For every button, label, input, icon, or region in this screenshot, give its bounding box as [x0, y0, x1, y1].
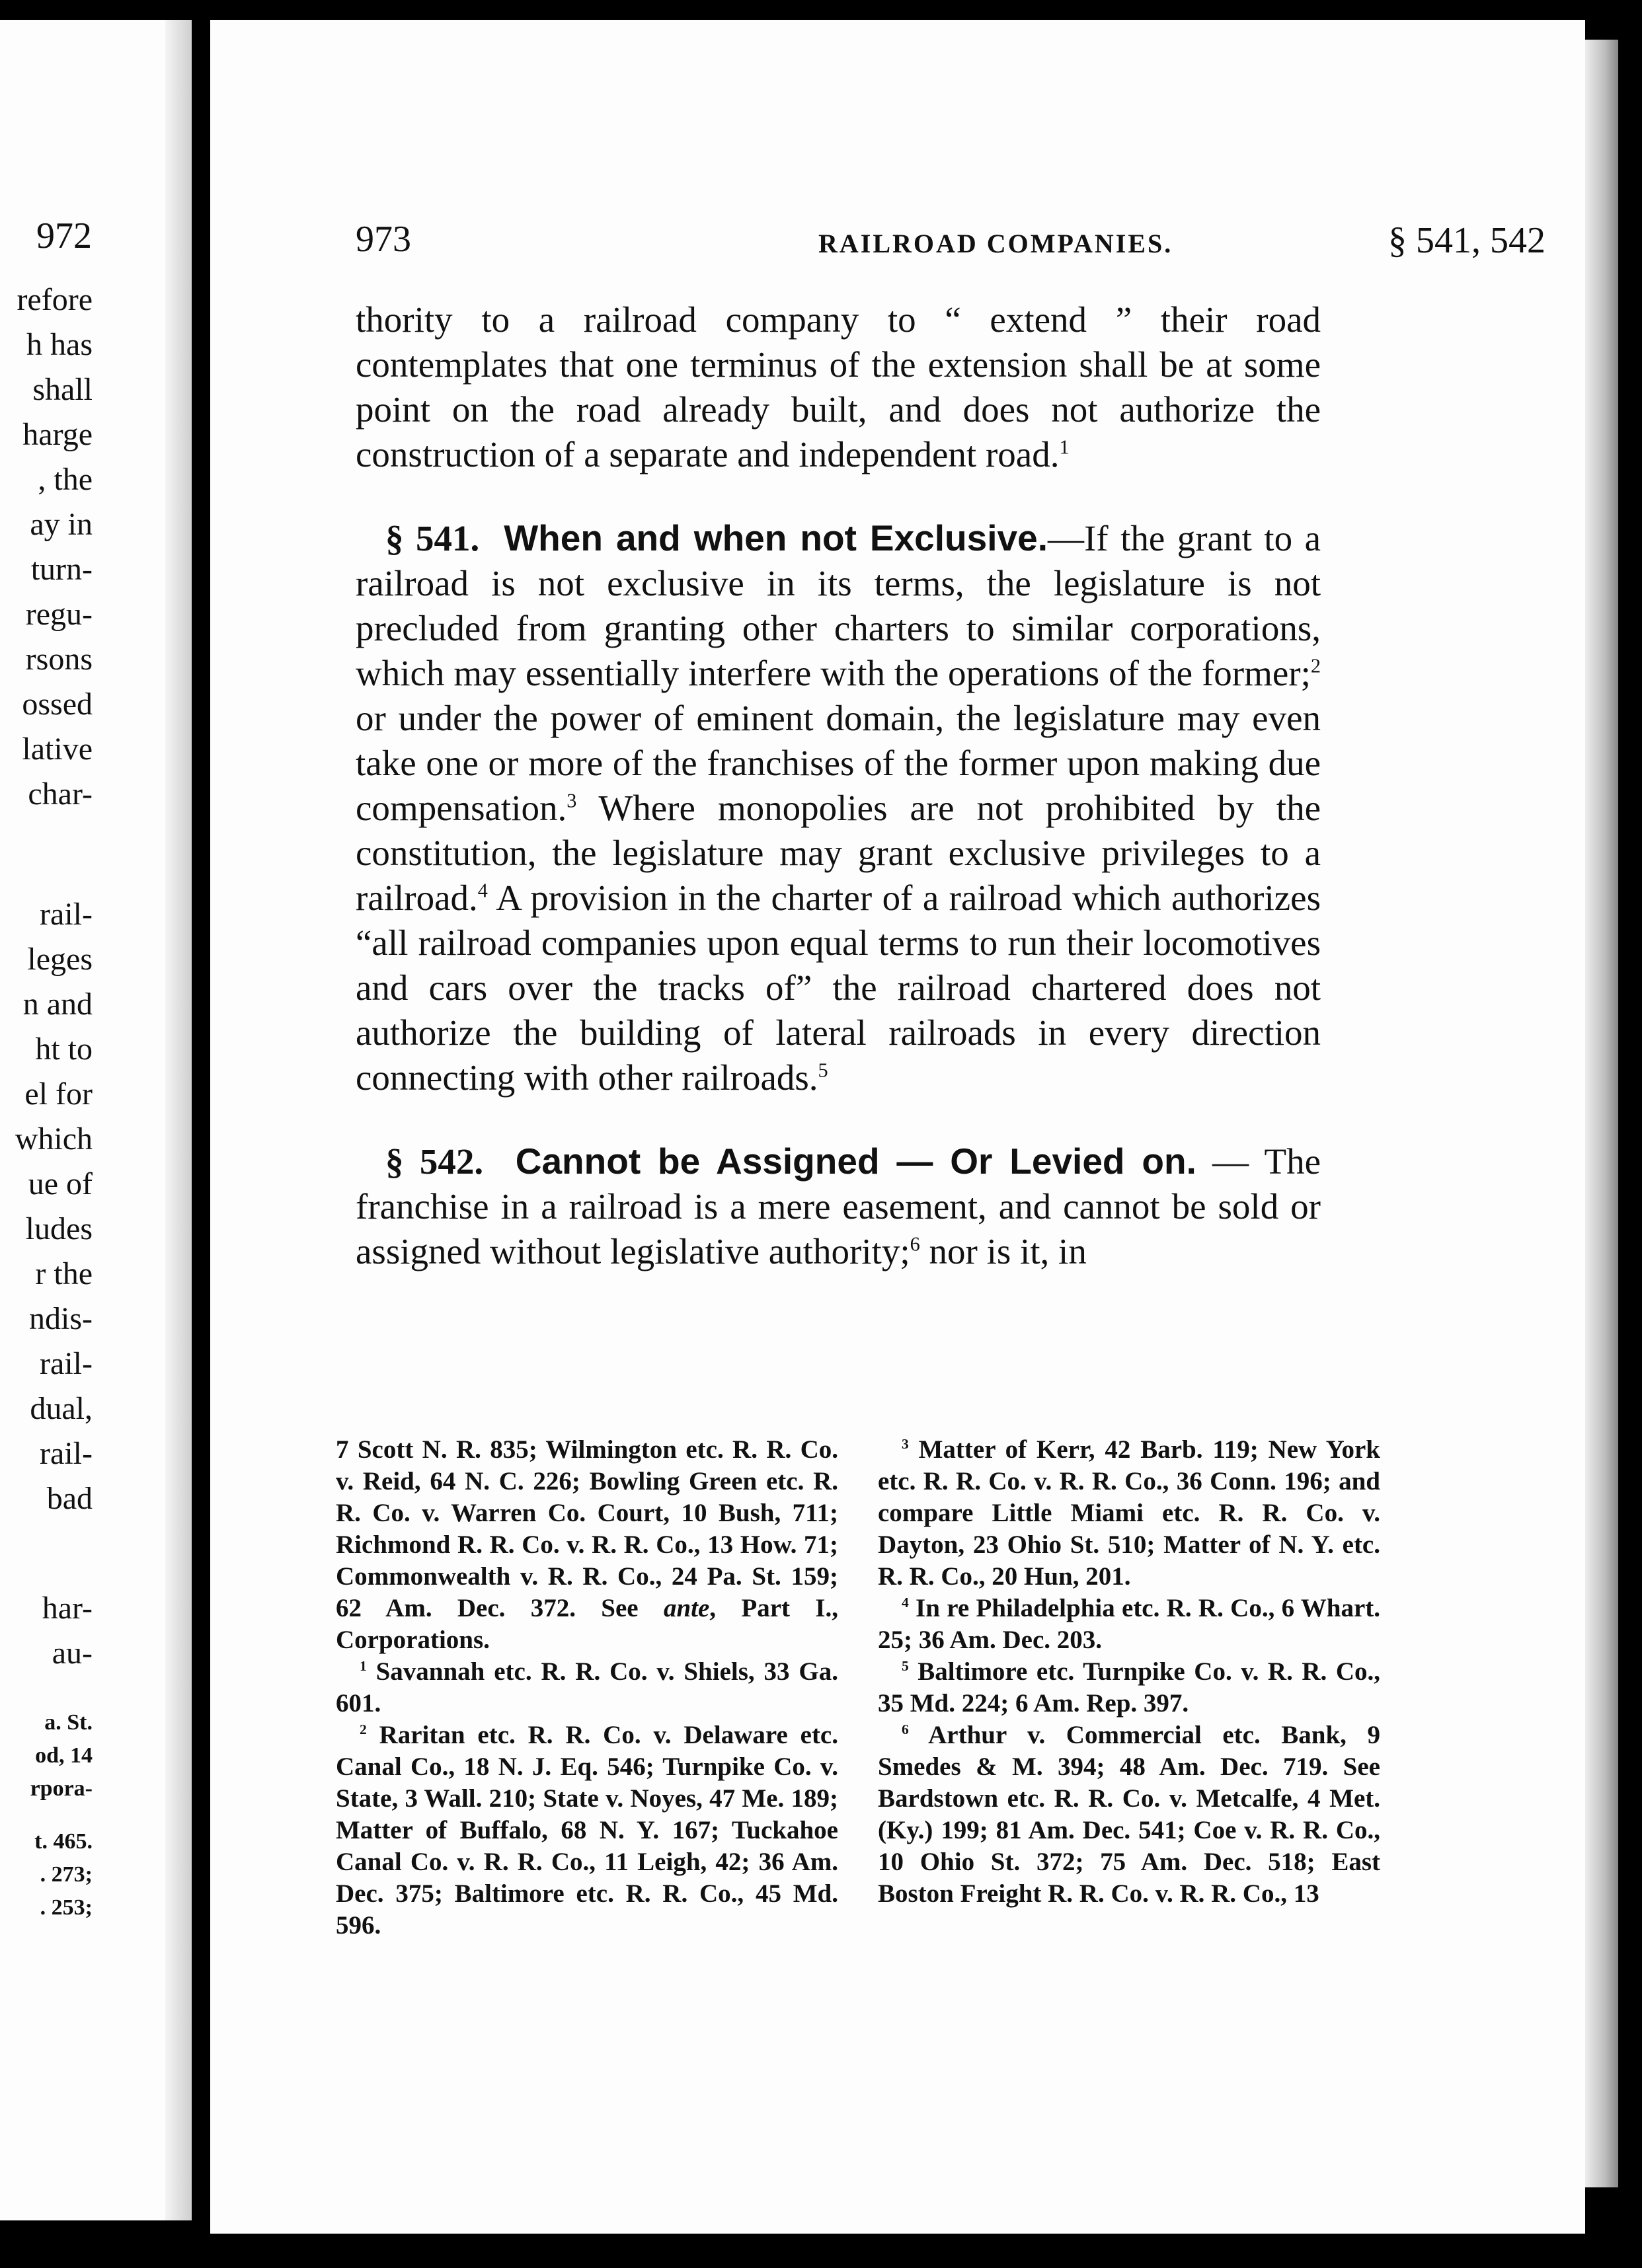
- left-page-fragment: ludes: [25, 1211, 93, 1246]
- left-page-fragment: el for: [24, 1077, 93, 1112]
- footnote-1: $^1$ Savannah etc. R. R. Co. v. Shiels, 33 Ga. 601.: [336, 1657, 838, 1718]
- left-page-fragment: rail-: [40, 1436, 93, 1471]
- continuation-paragraph: thority to a railroad company to “ extend ” their road contemplates that one terminus of the extension shall be at some point on the road already built, and does not authorize the construction of a separate and independent road.$^1$: [356, 299, 1321, 474]
- left-page-fragment: r the: [35, 1256, 93, 1291]
- footnote-continuation: 7 Scott N. R. 835; Wilmington etc. R. R. Co. v. Reid, 64 N. C. 226; Bowling Green etc. R. R. Co. v. Warren Co. Court, 10 Bush, 711; Richmond R. R. Co. v. R. R. Co., 13 How. 71; Commonwealth v. R. R. Co., 24 Pa. St. 159; 62 Am. Dec. 372. See ante, Part I., Corporations.: [336, 1435, 838, 1654]
- footnotes-left-column: [336, 1434, 838, 1942]
- left-page-fragment: ue of: [28, 1166, 93, 1201]
- body-text: [356, 297, 1321, 1274]
- footnote-ref: 3: [567, 789, 577, 812]
- left-page-fragment: n and: [22, 987, 93, 1022]
- section-541: § 541. When and when not Exclusive.—If the grant to a railroad is not exclusive in its terms, the legislature is not precluded from granting other charters to similar corporations, which may essentially interfere with the operations of the former;$^2$ or under the power of eminent domain, the legislature may even take one or more of the franchises of the former upon making due compensation.$^3$ Where monopolies are not prohibited by the constitution, the legislature may grant exclusive privileges to a railroad.$^4$ A provision in the charter of a railroad which authorizes “all railroad companies upon equal terms to run their locomotives and cars over the tracks of” the railroad chartered does not authorize the building of lateral railroads in every direction connecting with other railroads.$^5$: [356, 517, 1321, 1098]
- footnote-6: $^6$ Arthur v. Commercial etc. Bank, 9 Smedes & M. 394; 48 Am. Dec. 719. See Bardstown etc. R. R. Co. v. Metcalfe, 4 Met. (Ky.) 199; 81 Am. Dec. 541; Coe v. R. R. Co., 10 Ohio St. 372; 75 Am. Dec. 518; East Boston Freight R. R. Co. v. R. R. Co., 13: [878, 1721, 1380, 1908]
- left-page: [0, 20, 192, 2220]
- footnote-ref: 2: [1310, 654, 1321, 677]
- page-number: 973: [356, 219, 411, 260]
- left-page-fragment: rsons: [25, 642, 93, 677]
- page-gutter-shadow: [165, 20, 192, 2220]
- footnote-ref: 1: [1059, 435, 1070, 459]
- left-page-fragment: which: [15, 1121, 93, 1156]
- footnote-ref: 6: [910, 1232, 920, 1256]
- left-page-fragment: bad: [46, 1481, 93, 1516]
- footnote-3: $^3$ Matter of Kerr, 42 Barb. 119; New York etc. R. R. Co. v. R. R. Co., 36 Conn. 196; and compare Little Miami etc. R. R. Co. v. Dayton, 23 Ohio St. 510; Matter of N. Y. etc. R. R. Co., 20 Hun, 201.: [878, 1435, 1380, 1591]
- left-page-fragment: ndis-: [29, 1301, 93, 1336]
- running-title: RAILROAD COMPANIES.: [818, 229, 1173, 258]
- left-page-fragment: turn-: [30, 552, 93, 587]
- left-page-fragment: dual,: [30, 1391, 93, 1426]
- left-page-fragment: . 253;: [40, 1895, 93, 1920]
- left-page-fragment: rpora-: [30, 1776, 93, 1801]
- section-number: § 541.: [385, 518, 480, 558]
- left-page-fragment: regu-: [25, 597, 93, 632]
- left-page-fragment: h has: [26, 327, 93, 362]
- running-header: [356, 198, 1545, 261]
- footnote-2: $^2$ Raritan etc. R. R. Co. v. Delaware etc. Canal Co., 18 N. J. Eq. 546; Turnpike Co. v. State, 3 Wall. 210; State v. Noyes, 47 Me. 189; Matter of Buffalo, 68 N. Y. 167; Tuckahoe Canal Co. v. R. R. Co., 11 Leigh, 42; 36 Am. Dec. 375; Baltimore etc. R. R. Co., 45 Md. 596.: [336, 1721, 838, 1940]
- left-page-fragment: lative: [22, 732, 93, 767]
- left-page-fragment: od, 14: [35, 1743, 93, 1768]
- left-page-fragment: rail-: [40, 1346, 93, 1381]
- footnote-ref: 4: [477, 879, 488, 902]
- right-page: [210, 20, 1585, 2234]
- left-page-fragment: ht to: [35, 1032, 93, 1067]
- page-stack-edge: [1585, 40, 1618, 2187]
- left-page-fragment: refore: [17, 282, 93, 317]
- left-page-number: 972: [36, 215, 92, 256]
- section-542: § 542. Cannot be Assigned — Or Levied on. — The franchise in a railroad is a mere easement, and cannot be sold or assigned without legislative authority;$^6$ nor is it, in: [356, 1141, 1321, 1271]
- section-reference: § 541, 542: [1388, 220, 1545, 261]
- left-page-fragment: shall: [32, 372, 93, 407]
- left-page-fragment: leges: [27, 942, 93, 977]
- left-page-fragment: t. 465.: [34, 1829, 93, 1854]
- footnote-ref: 5: [818, 1059, 828, 1082]
- left-page-fragment: a. St.: [44, 1710, 93, 1735]
- left-page-fragment: har-: [42, 1591, 93, 1626]
- footnotes-right-column: [878, 1434, 1380, 1942]
- section-title: Cannot be Assigned — Or Levied on.: [515, 1141, 1196, 1182]
- left-page-fragment: harge: [22, 417, 93, 452]
- footnote-5: $^5$ Baltimore etc. Turnpike Co. v. R. R. Co., 35 Md. 224; 6 Am. Rep. 397.: [878, 1657, 1380, 1718]
- left-page-fragment: ay in: [30, 507, 93, 542]
- footnote-4: $^4$ In re Philadelphia etc. R. R. Co., 6 Whart. 25; 36 Am. Dec. 203.: [878, 1594, 1380, 1654]
- left-page-fragment: rail-: [40, 897, 93, 932]
- section-number: § 542.: [385, 1141, 484, 1182]
- left-page-fragment: au-: [52, 1636, 93, 1671]
- left-page-fragment: , the: [38, 462, 93, 497]
- left-page-fragment: . 273;: [40, 1862, 93, 1887]
- footnotes: [336, 1434, 1539, 1942]
- section-title: When and when not Exclusive.: [504, 517, 1048, 558]
- left-page-fragment: ossed: [22, 687, 93, 722]
- left-page-fragment: char-: [28, 776, 93, 812]
